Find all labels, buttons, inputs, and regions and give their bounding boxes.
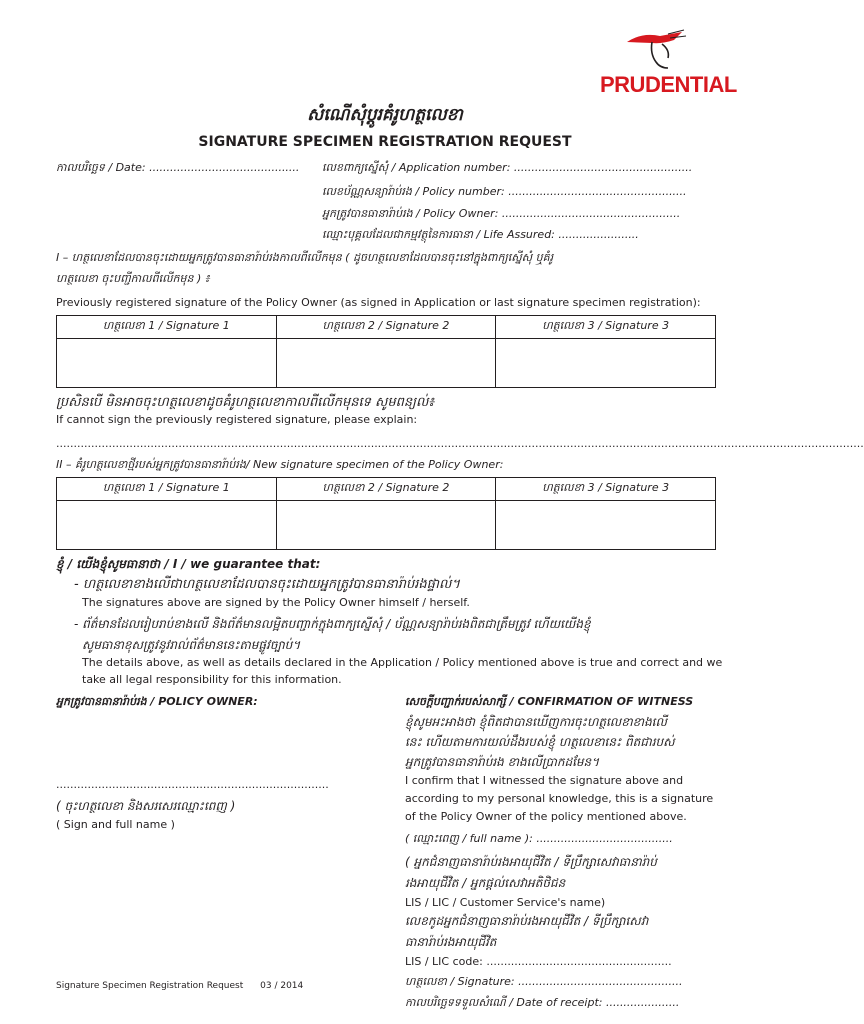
- guarantee-item1-en: The signatures above are signed by the Policy Owner himself / herself.: [82, 596, 470, 609]
- previous-signature-1-header: ហត្ថលេខា 1 / Signature 1: [57, 316, 277, 339]
- policy-number-field[interactable]: លេខប័ណ្ណសន្យារ៉ាប់រង / Policy number: ...................................................: [322, 185, 687, 198]
- new-signature-3-header: ហត្ថលេខា 3 / Signature 3: [496, 478, 716, 501]
- guarantee-heading: ខ្ញុំ / យើងខ្ញុំសូមធានាថា / I / we guarantee that:: [56, 557, 321, 571]
- guarantee-item2-kh-line2: សូមធានាខុសត្រូវនូវរាល់ព័ត៌មាននេះតាមផ្លូវច្បាប់។: [82, 638, 301, 652]
- witness-en-line1: I confirm that I witnessed the signature above and: [405, 774, 684, 787]
- guarantee-item2-en-line2: take all legal responsibility for this information.: [82, 673, 342, 686]
- footer-version: 03 / 2014: [260, 981, 304, 991]
- witness-full-name-field[interactable]: ( ឈ្មោះពេញ / full name ): .......................................: [405, 832, 673, 845]
- guarantee-item1-kh: - ហត្ថលេខាខាងលើជាហត្ថលេខាដែលបានចុះដោយអ្នកត្រូវបានធានារ៉ាប់រងផ្ទាល់។: [74, 577, 460, 592]
- guarantee-item2-en-line1: The details above, as well as details declared in the Application / Policy mentioned above is true and correct and we: [82, 656, 723, 669]
- witness-kh-line1: ខ្ញុំសូមអះអាងថា ខ្ញុំពិតជាបានឃើញការចុះហត្ថលេខាខាងលើ: [405, 715, 667, 729]
- date-of-receipt-field[interactable]: កាលបរិច្ឆេទទទួលសំណើ / Date of receipt: .....................: [405, 996, 680, 1009]
- owner-signature-line[interactable]: ..............................................................................: [56, 778, 329, 791]
- owner-sign-en: ( Sign and full name ): [56, 818, 175, 831]
- new-signature-2-header: ហត្ថលេខា 2 / Signature 2: [276, 478, 496, 501]
- section1-label-kh-line2: ហត្ថលេខា ចុះបញ្ជីកាលពីលើកមុន ) ៖: [56, 272, 210, 285]
- new-signature-1-box[interactable]: [57, 501, 277, 550]
- witness-agent-en: LIS / LIC / Customer Service's name): [405, 896, 606, 909]
- witness-agent-kh-line2: រងអាយុជីវិត / អ្នកផ្តល់សេវាអតិថិជន: [405, 876, 566, 890]
- previous-signature-3-header: ហត្ថលេខា 3 / Signature 3: [496, 316, 716, 339]
- prudence-head-icon: [622, 28, 692, 70]
- section2-label: II – គំរូហត្ថលេខាថ្មីរបស់អ្នកត្រូវបានធានារ៉ាប់រង/ New signature specimen of the Policy Owner:: [56, 458, 504, 471]
- witness-kh-line3: អ្នកត្រូវបានធានារ៉ាប់រង ខាងលើប្រាកដមែន។: [405, 755, 600, 769]
- new-signature-1-header: ហត្ថលេខា 1 / Signature 1: [57, 478, 277, 501]
- brand-name: PRUDENTIAL: [600, 72, 737, 97]
- lis-code-field[interactable]: LIS / LIC code: .....................................................: [405, 955, 672, 968]
- if-cannot-sign-en: If cannot sign the previously registered signature, please explain:: [56, 413, 418, 426]
- footer: [56, 981, 303, 991]
- title-english: SIGNATURE SPECIMEN REGISTRATION REQUEST: [198, 134, 572, 150]
- application-number-field[interactable]: លេខពាក្យស្នើសុំ / Application number: ...................................................: [322, 161, 693, 174]
- witness-en-line3: of the Policy Owner of the policy mentioned above.: [405, 810, 687, 823]
- policy-owner-field[interactable]: អ្នកត្រូវបានធានារ៉ាប់រង / Policy Owner: ...................................................: [322, 207, 681, 220]
- witness-heading: សេចក្តីបញ្ជាក់របស់សាក្សី / CONFIRMATION OF WITNESS: [405, 695, 694, 708]
- previous-signature-table: [56, 315, 716, 388]
- new-signature-2-box[interactable]: [276, 501, 496, 550]
- witness-en-line2: according to my personal knowledge, this is a signature: [405, 792, 714, 805]
- previous-signature-2-header: ហត្ថលេខា 2 / Signature 2: [276, 316, 496, 339]
- witness-agent-kh-line1: ( អ្នកជំនាញធានារ៉ាប់រងអាយុជីវិត / ទីប្រឹក្សាសេវាធានារ៉ាប់: [405, 855, 657, 869]
- policy-owner-heading: អ្នកត្រូវបានធានារ៉ាប់រង / POLICY OWNER:: [56, 695, 258, 708]
- if-cannot-sign-kh: ប្រសិនបើ មិនអាចចុះហត្ថលេខាដូចគំរូហត្ថលេខាកាលពីលើកមុនទេ សូមពន្យល់៖: [56, 395, 435, 410]
- section1-label-en: Previously registered signature of the Policy Owner (as signed in Application or last signature specimen registration):: [56, 296, 701, 309]
- date-field[interactable]: កាលបរិច្ឆេទ / Date: ...........................................: [56, 161, 300, 174]
- prudential-logo: [600, 28, 740, 98]
- previous-signature-3-box[interactable]: [496, 339, 716, 388]
- witness-code-kh-line1: លេខកូដអ្នកជំនាញធានារ៉ាប់រងអាយុជីវិត / ទីប្រឹក្សាសេវា: [405, 914, 649, 928]
- footer-form-name: Signature Specimen Registration Request: [56, 981, 244, 991]
- new-signature-3-box[interactable]: [496, 501, 716, 550]
- section1-label-kh-line1: I – ហត្ថលេខាដែលបានចុះដោយអ្នកត្រូវបានធានារ៉ាប់រងកាលពីលើកមុន ( ដូចហត្ថលេខាដែលបានចុះនៅក្នុងពាក្យស្នើសុំ ឬគំរូ: [56, 251, 554, 264]
- witness-kh-line2: នេះ ហើយតាមការយល់ដឹងរបស់ខ្ញុំ ហត្ថលេខានេះ ពិតជារបស់: [405, 735, 675, 749]
- witness-signature-field[interactable]: ហត្ថលេខា / Signature: ...............................................: [405, 975, 683, 988]
- explanation-line[interactable]: .......................................................................................................................................................................................................................................: [56, 437, 864, 450]
- previous-signature-2-box[interactable]: [276, 339, 496, 388]
- witness-code-kh-line2: ធានារ៉ាប់រងអាយុជីវិត: [405, 935, 497, 949]
- previous-signature-1-box[interactable]: [57, 339, 277, 388]
- life-assured-field[interactable]: ឈ្មោះបុគ្គលដែលជាកម្មវត្ថុនៃការធានា / Life Assured: .......................: [322, 228, 639, 241]
- title-khmer: សំណើសុំប្តូរគំរូហត្ថលេខា: [307, 105, 463, 125]
- new-signature-table: [56, 477, 716, 550]
- owner-sign-kh: ( ចុះហត្ថលេខា និងសរសេរឈ្មោះពេញ ): [56, 799, 236, 813]
- guarantee-item2-kh-line1: - ព័ត៌មានដែលរៀបរាប់ខាងលើ និងព័ត៌មានលម្អិតបញ្ជាក់ក្នុងពាក្យស្នើសុំ / ប័ណ្ណសន្យារ៉ាប់រងពិតជាត្រឹមត្រូវ ហើយយើងខ្ញុំ: [74, 617, 591, 631]
